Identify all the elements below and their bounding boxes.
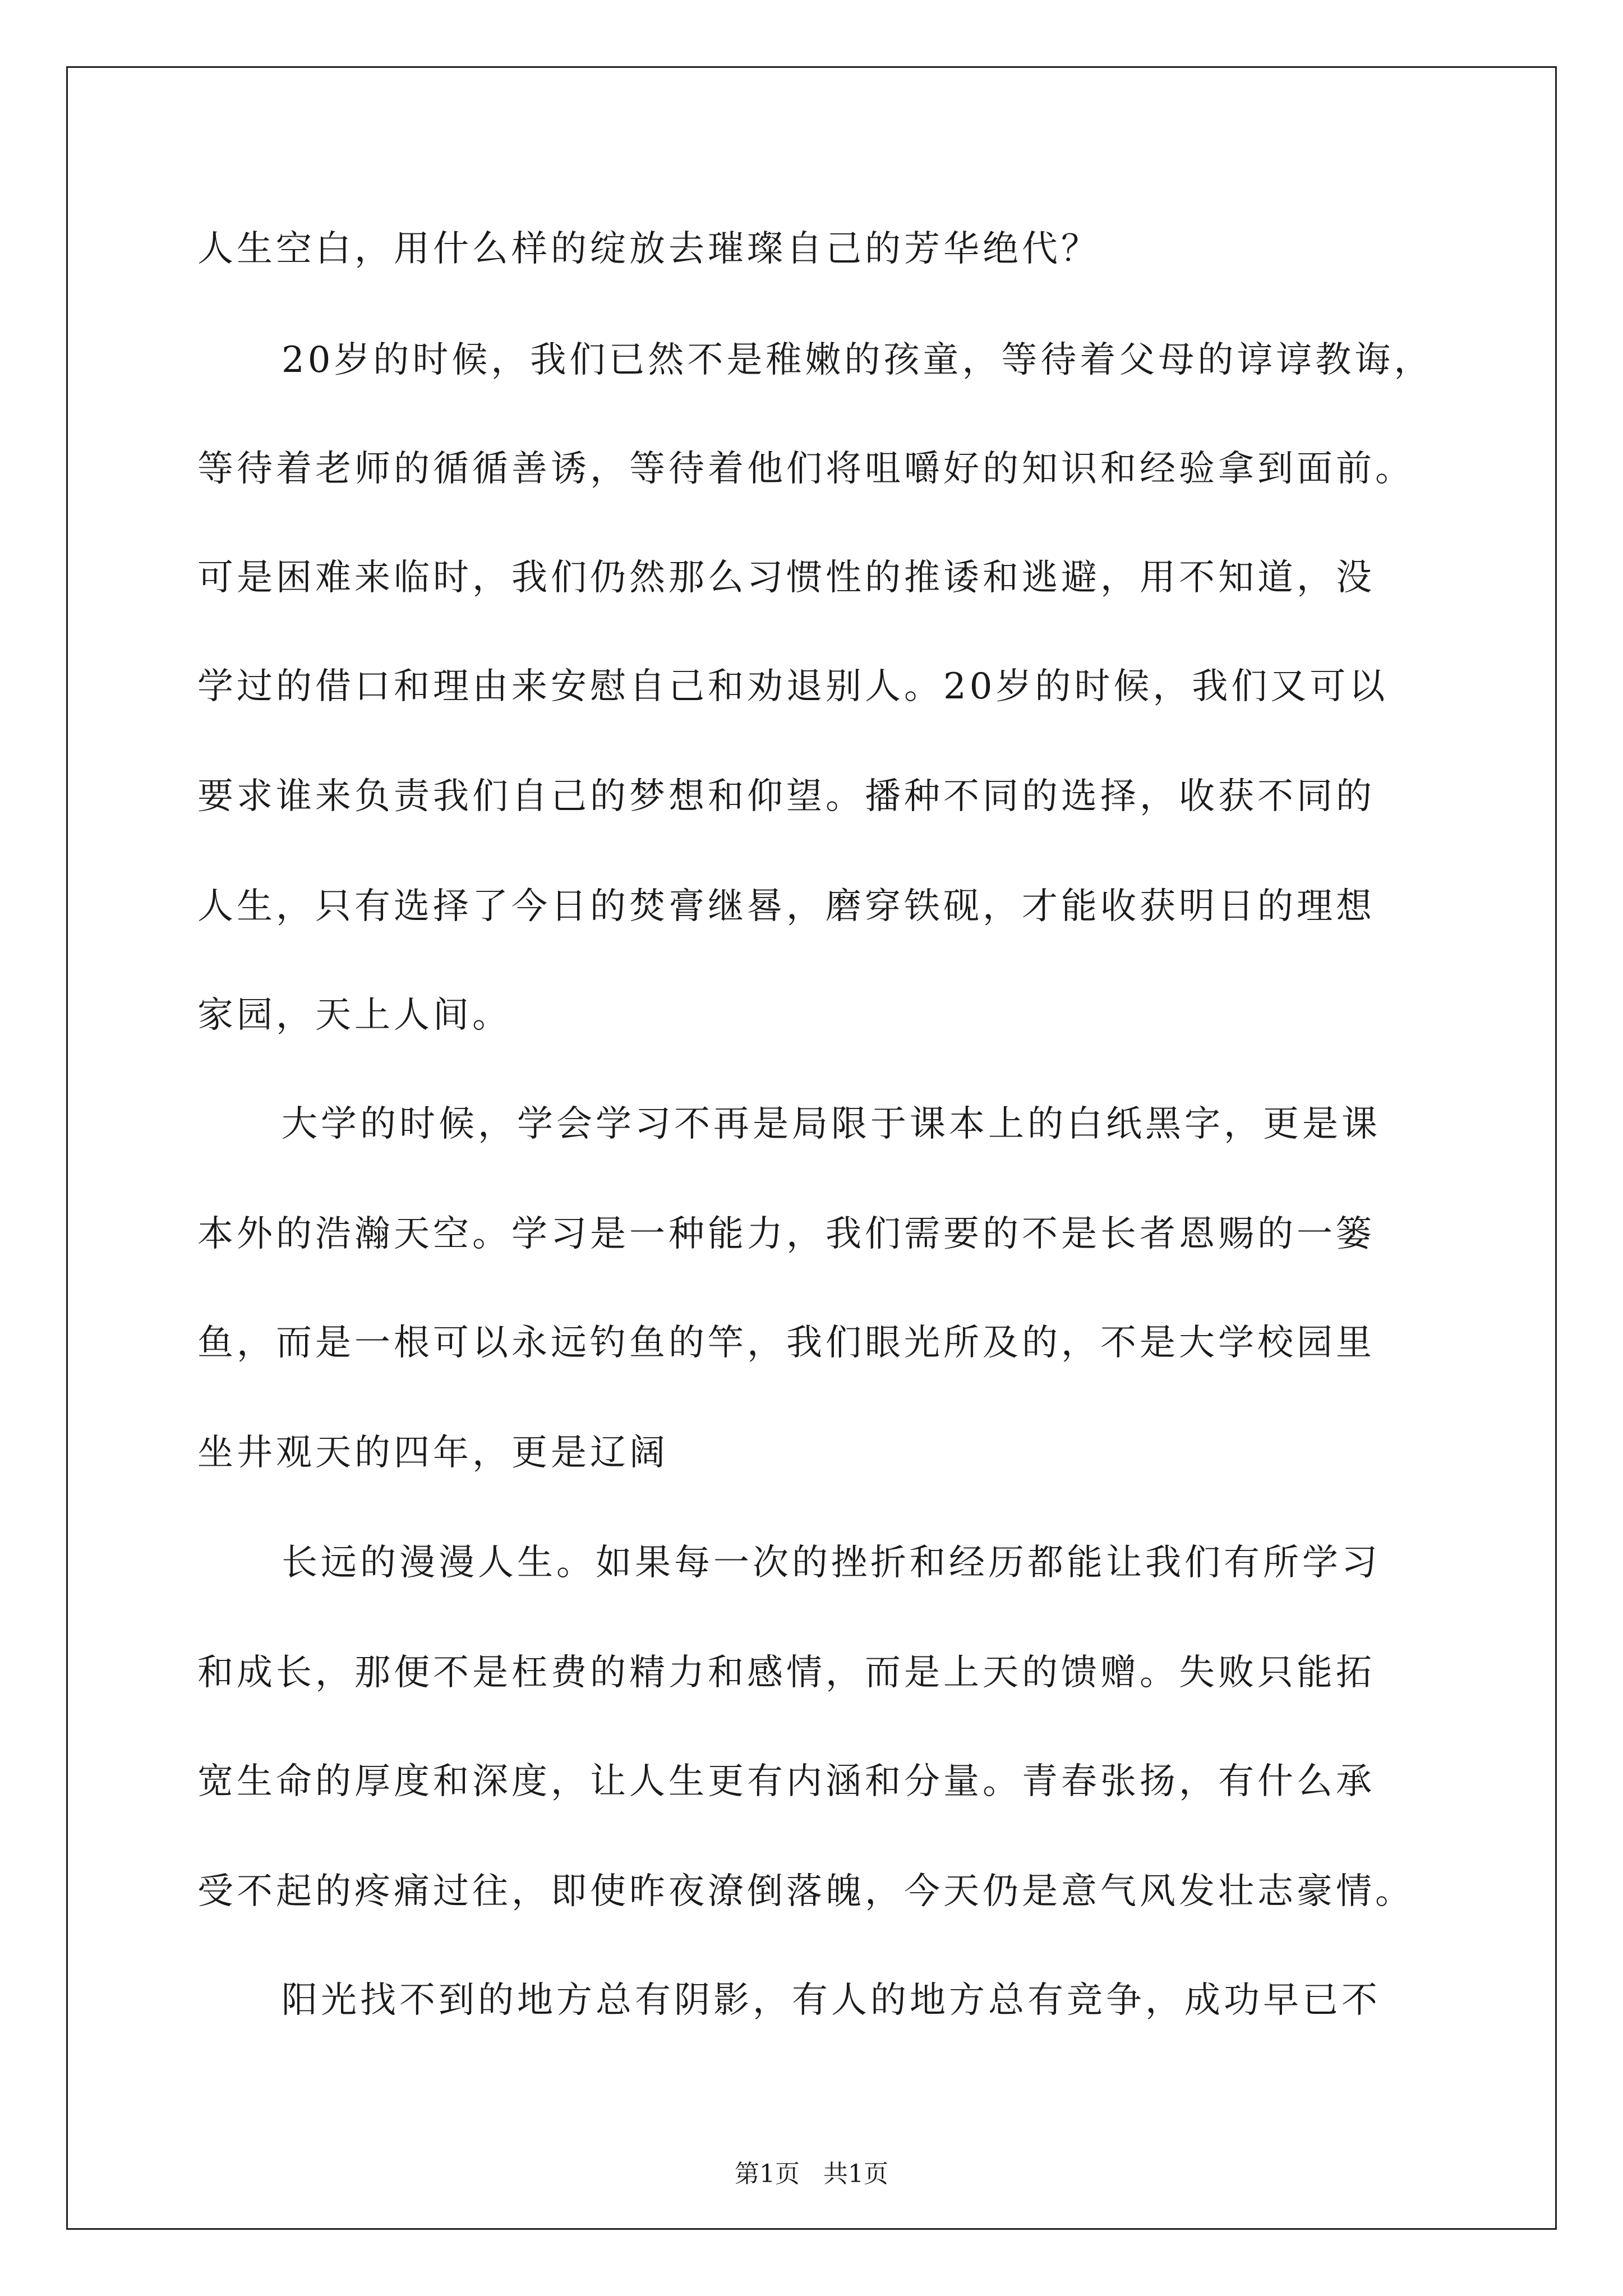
text-line: 人生空白，用什么样的绽放去璀璨自己的芳华绝代？ — [197, 228, 1100, 270]
text-line: 坐井观天的四年，更是辽阔 — [197, 1432, 668, 1474]
paragraph-start-line: 20岁的时候，我们已然不是稚嫩的孩童，等待着父母的谆谆教诲， — [282, 339, 1433, 381]
paragraph-start-line: 大学的时候，学会学习不再是局限于课本上的白纸黑字，更是课 — [282, 1103, 1381, 1145]
text-line: 学过的借口和理由来安慰自己和劝退别人。20岁的时候，我们又可以 — [197, 666, 1389, 707]
text-line: 可是困难来临时，我们仍然那么习惯性的推诿和逃避，用不知道，没 — [197, 557, 1375, 599]
text-line: 和成长，那便不是枉费的精力和感情，而是上天的馈赠。失败只能拓 — [197, 1652, 1375, 1694]
text-line: 宽生命的厚度和深度，让人生更有内涵和分量。青春张扬，有什么承 — [197, 1761, 1375, 1802]
text-line: 人生，只有选择了今日的焚膏继晷，磨穿铁砚，才能收获明日的理想 — [197, 886, 1375, 927]
page-number-footer: 第1页 共1页 — [735, 2160, 888, 2188]
paragraph-start-line: 阳光找不到的地方总有阴影，有人的地方总有竞争，成功早已不 — [282, 1980, 1381, 2021]
text-line: 家园，天上人间。 — [197, 995, 511, 1036]
paragraph-start-line: 长远的漫漫人生。如果每一次的挫折和经历都能让我们有所学习 — [282, 1542, 1381, 1584]
text-line: 鱼，而是一根可以永远钓鱼的竿，我们眼光所及的，不是大学校园里 — [197, 1322, 1375, 1364]
text-line: 要求谁来负责我们自己的梦想和仰望。播种不同的选择，收获不同的 — [197, 776, 1375, 817]
text-line: 本外的浩瀚天空。学习是一种能力，我们需要的不是长者恩赐的一篓 — [197, 1213, 1375, 1255]
text-line: 受不起的疼痛过往，即使昨夜潦倒落魄，今天仍是意气风发壮志豪情。 — [197, 1871, 1414, 1912]
text-line: 等待着老师的循循善诱，等待着他们将咀嚼好的知识和经验拿到面前。 — [197, 448, 1414, 490]
